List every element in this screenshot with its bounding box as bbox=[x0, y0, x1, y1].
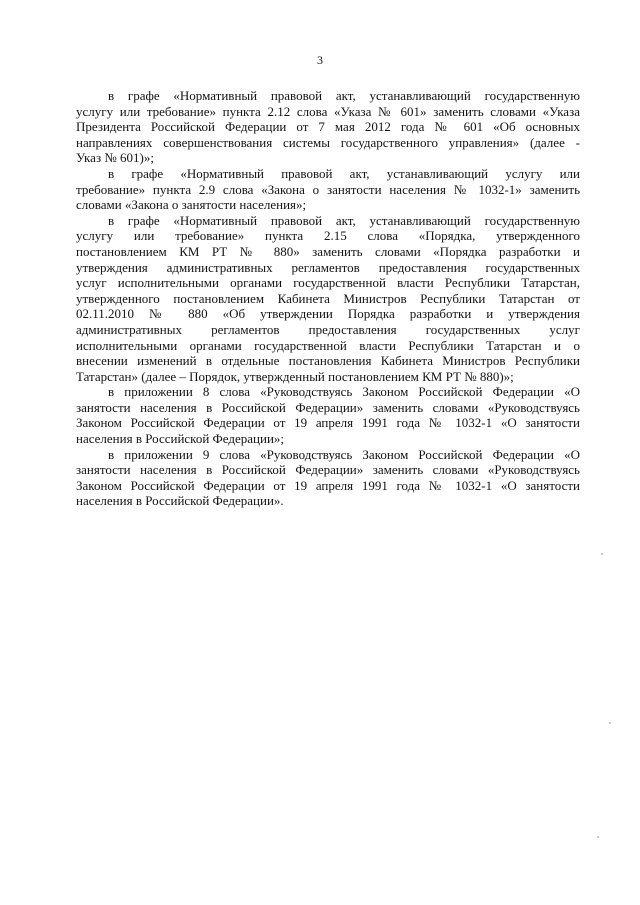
paragraph-line: в приложении 9 слова «Руководствуясь Законом Российской Федерации «О bbox=[108, 446, 580, 462]
paragraph-line: в графе «Нормативный правовой акт, устанавливающий услугу или bbox=[108, 165, 580, 181]
paragraph-line: утверждения административных регламентов предоставления государственных bbox=[76, 259, 580, 275]
paragraph-line: услугу или требование» пункта 2.15 слова «Порядка, утвержденного bbox=[76, 228, 580, 244]
paragraph-line: административных регламентов предоставления государственных услуг bbox=[76, 321, 580, 337]
paragraph-line: постановлением КМ РТ № 880» заменить словами «Порядка разработки и bbox=[76, 243, 580, 259]
paragraph-line: услугу или требование» пункта 2.12 слова «Указа № 601» заменить словами «Указа bbox=[76, 103, 580, 119]
paragraph-line: Указ № 601)»; bbox=[76, 150, 154, 166]
paragraph-line: Законом Российской Федерации от 19 апреля 1991 года № 1032-1 «О занятости bbox=[76, 477, 580, 493]
paragraph-line: внесении изменений в отдельные постановления Кабинета Министров Республики bbox=[76, 353, 580, 369]
scan-speck bbox=[609, 722, 611, 724]
paragraph-line: в приложении 8 слова «Руководствуясь Законом Российской Федерации «О bbox=[108, 384, 580, 400]
paragraph-line: словами «Закона о занятости населения»; bbox=[76, 197, 307, 213]
scan-speck bbox=[601, 553, 603, 555]
paragraph-3 bbox=[76, 213, 580, 385]
paragraph-line: Президента Российской Федерации от 7 мая 2012 года № 601 «Об основных bbox=[76, 119, 580, 135]
paragraph-line: направлениях совершенствования системы государственного управления» (далее - bbox=[76, 134, 580, 150]
paragraph-line: утвержденного постановлением Кабинета Министров Республики Татарстан от bbox=[76, 290, 580, 306]
paragraph-line: занятости населения в Российской Федерации» заменить словами «Руководствуясь bbox=[76, 399, 580, 415]
paragraph-line: требование» пункта 2.9 слова «Закона о занятости населения № 1032-1» заменить bbox=[76, 181, 580, 197]
page-number: 3 bbox=[317, 53, 323, 67]
paragraph-line: 02.11.2010 № 880 «Об утверждении Порядка разработки и утверждения bbox=[76, 306, 580, 322]
paragraph-2 bbox=[76, 166, 580, 213]
paragraph-line: в графе «Нормативный правовой акт, устанавливающий государственную bbox=[108, 212, 580, 228]
paragraph-4 bbox=[76, 384, 580, 446]
document-body bbox=[76, 88, 580, 509]
paragraph-line: занятости населения в Российской Федерации» заменить словами «Руководствуясь bbox=[76, 462, 580, 478]
paragraph-5 bbox=[76, 447, 580, 509]
paragraph-line: Татарстан» (далее – Порядок, утвержденный постановлением КМ РТ № 880)»; bbox=[76, 368, 514, 384]
paragraph-line: услуг исполнительными органами государственной власти Республики Татарстан, bbox=[76, 275, 580, 291]
paragraph-line: в графе «Нормативный правовой акт, устанавливающий государственную bbox=[108, 88, 580, 103]
paragraph-line: исполнительными органами государственной власти Республики Татарстан и о bbox=[76, 337, 580, 353]
paragraph-line: населения в Российской Федерации». bbox=[76, 493, 284, 509]
paragraph-1 bbox=[76, 88, 580, 166]
paragraph-line: Законом Российской Федерации от 19 апреля 1991 года № 1032-1 «О занятости bbox=[76, 415, 580, 431]
scan-speck bbox=[597, 836, 599, 838]
paragraph-line: населения в Российской Федерации»; bbox=[76, 431, 285, 447]
